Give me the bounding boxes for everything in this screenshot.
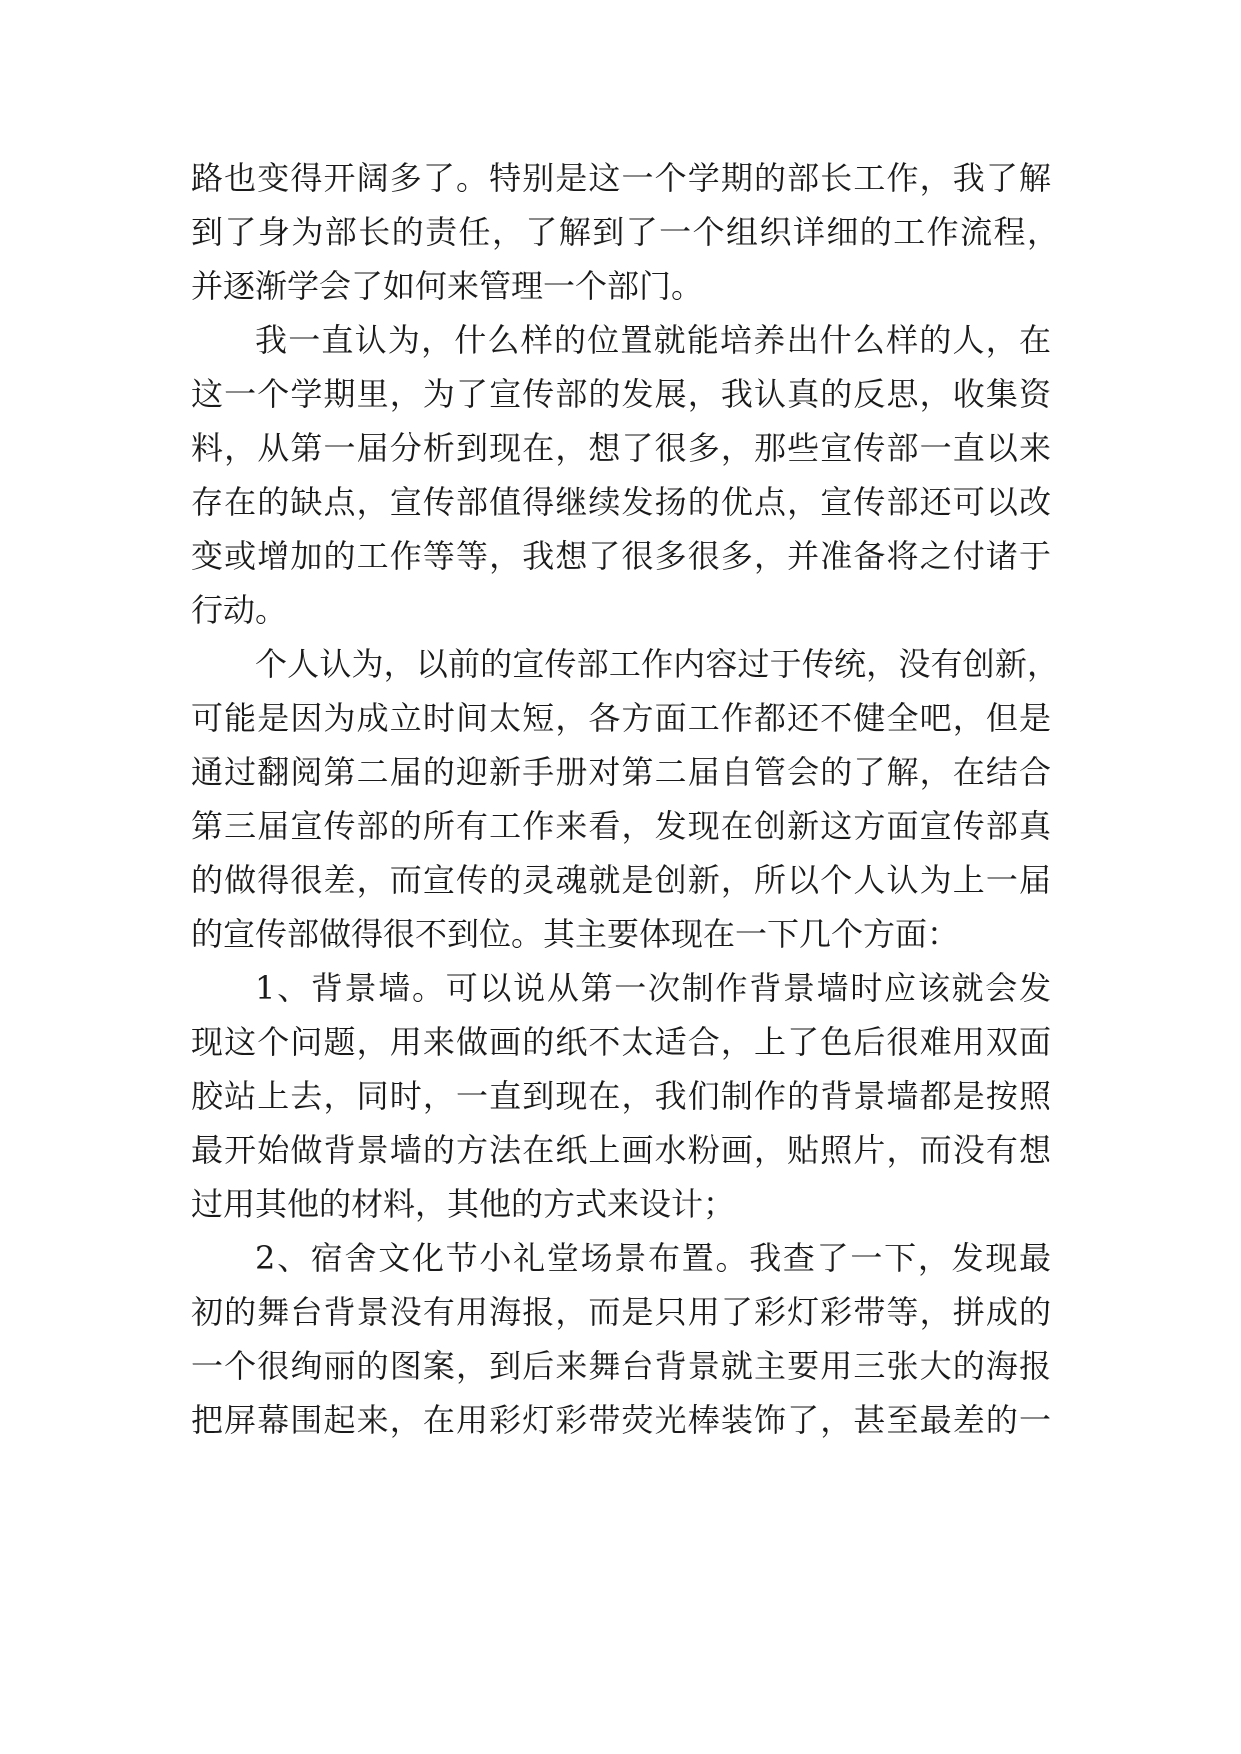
text-line: 过用其他的材料，其他的方式来设计； xyxy=(191,1185,736,1223)
text-line: 初的舞台背景没有用海报，而是只用了彩灯彩带等，拼成的 xyxy=(191,1293,1051,1331)
paragraph-first-line: 1、背景墙。可以说从第一次制作背景墙时应该就会发 xyxy=(255,969,1051,1007)
text-line: 路也变得开阔多了。特别是这一个学期的部长工作，我了解 xyxy=(191,159,1051,197)
text-line: 一个很绚丽的图案，到后来舞台背景就主要用三张大的海报 xyxy=(191,1347,1051,1385)
text-line: 的做得很差，而宣传的灵魂就是创新，所以个人认为上一届 xyxy=(191,861,1051,899)
text-line: 并逐渐学会了如何来管理一个部门。 xyxy=(191,267,704,305)
text-line: 把屏幕围起来，在用彩灯彩带荧光棒装饰了，甚至最差的一 xyxy=(191,1401,1051,1439)
text-line: 胶站上去，同时，一直到现在，我们制作的背景墙都是按照 xyxy=(191,1077,1051,1115)
text-line: 这一个学期里，为了宣传部的发展，我认真的反思，收集资 xyxy=(191,375,1051,413)
paragraph-first-line: 2、宿舍文化节小礼堂场景布置。我查了一下，发现最 xyxy=(255,1239,1051,1277)
text-line: 料，从第一届分析到现在，想了很多，那些宣传部一直以来 xyxy=(191,429,1051,467)
text-line: 现这个问题，用来做画的纸不太适合，上了色后很难用双面 xyxy=(191,1023,1051,1061)
text-line: 行动。 xyxy=(191,591,288,629)
text-line: 最开始做背景墙的方法在纸上画水粉画，贴照片，而没有想 xyxy=(191,1131,1051,1169)
text-line: 存在的缺点，宣传部值得继续发扬的优点，宣传部还可以改 xyxy=(191,483,1051,521)
text-line: 的宣传部做得很不到位。其主要体现在一下几个方面： xyxy=(191,915,960,953)
paragraph-first-line: 我一直认为，什么样的位置就能培养出什么样的人，在 xyxy=(255,321,1051,359)
text-line: 可能是因为成立时间太短，各方面工作都还不健全吧，但是 xyxy=(191,699,1051,737)
text-line: 到了身为部长的责任，了解到了一个组织详细的工作流程， xyxy=(191,213,1059,251)
text-line: 变或增加的工作等等，我想了很多很多，并准备将之付诸于 xyxy=(191,537,1051,575)
text-line: 第三届宣传部的所有工作来看，发现在创新这方面宣传部真 xyxy=(191,807,1051,845)
paragraph-first-line: 个人认为，以前的宣传部工作内容过于传统，没有创新， xyxy=(255,645,1059,683)
text-line: 通过翻阅第二届的迎新手册对第二届自管会的了解，在结合 xyxy=(191,753,1051,791)
